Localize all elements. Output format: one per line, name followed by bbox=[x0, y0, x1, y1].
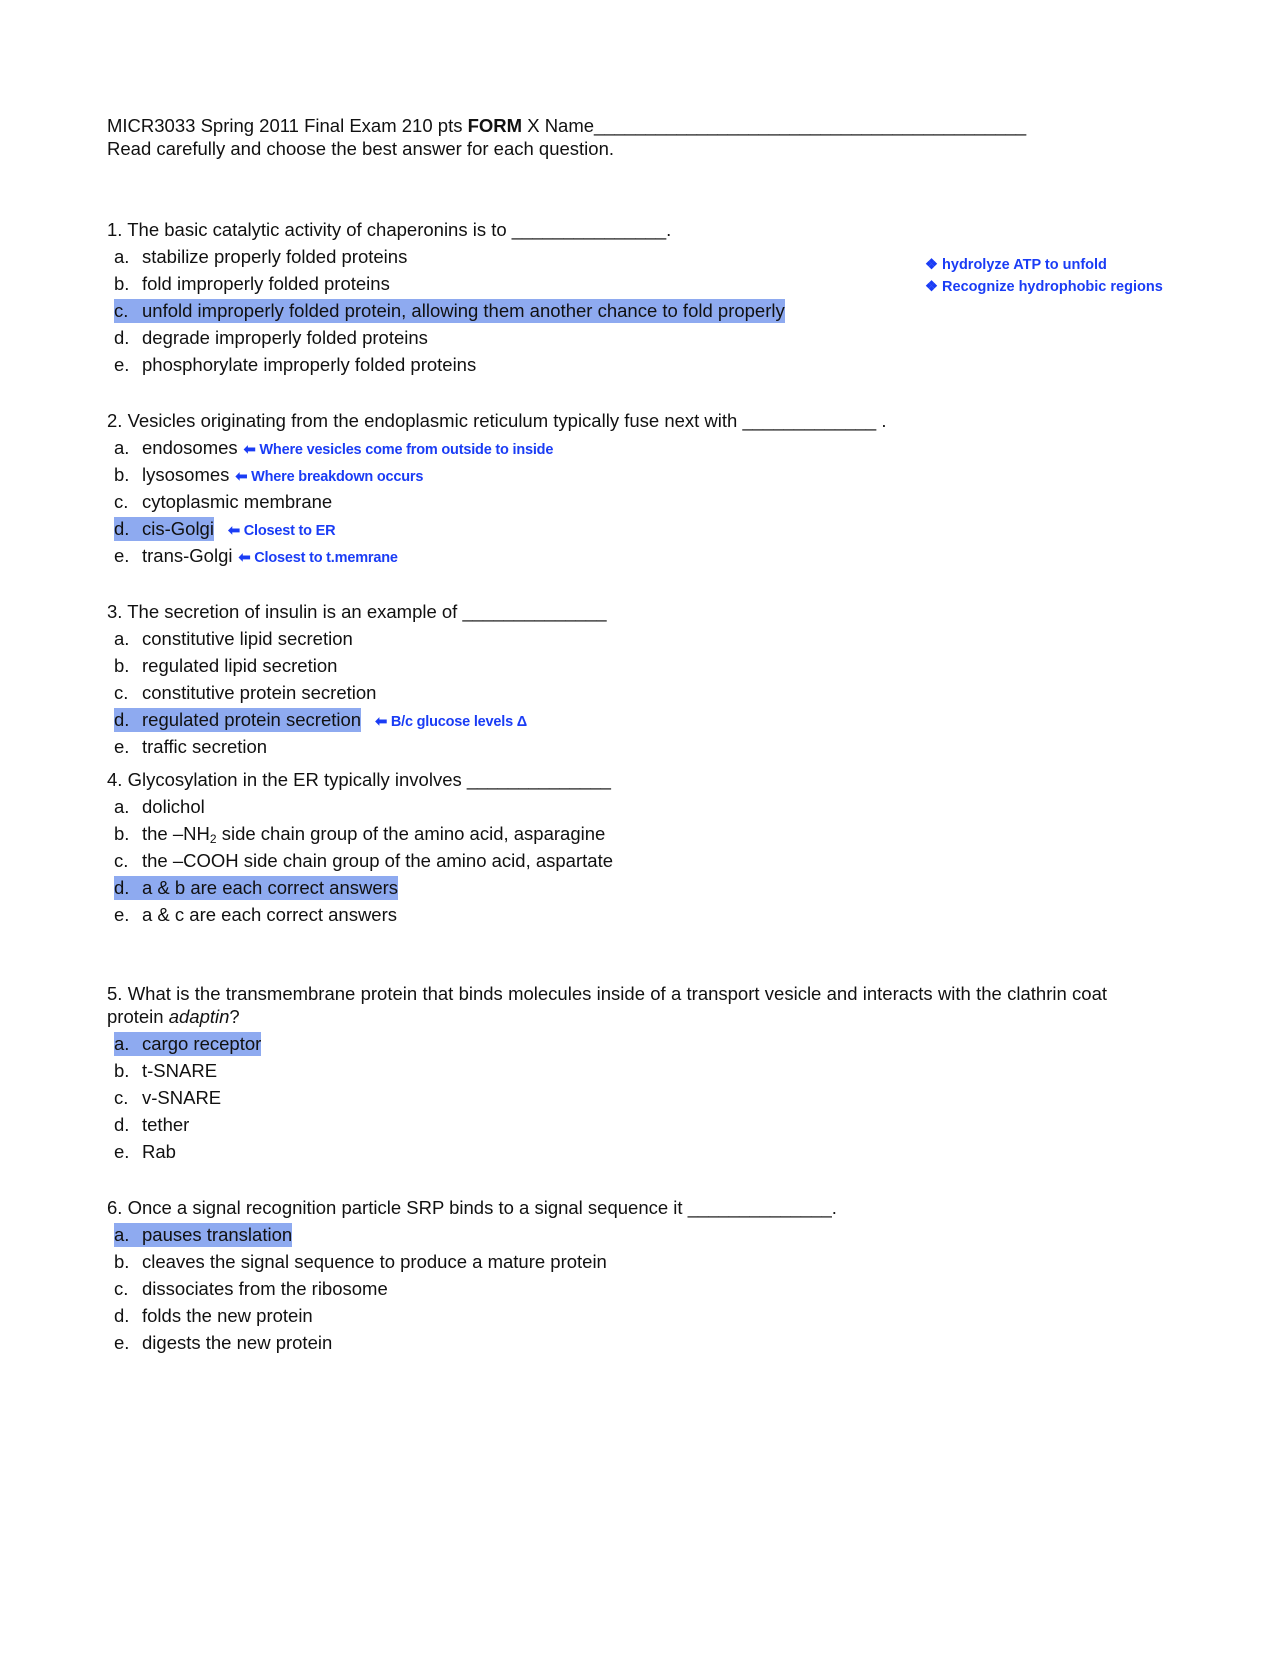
text-segment: cleaves the signal sequence to produce a mature protein bbox=[142, 1250, 607, 1272]
answer-body bbox=[114, 464, 229, 485]
option-letter: d. bbox=[114, 876, 130, 898]
annotation-note: ⬅ Where vesicles come from outside to inside bbox=[243, 442, 554, 458]
option-letter: b. bbox=[114, 822, 130, 844]
text-segment: constitutive lipid secretion bbox=[142, 628, 353, 649]
selected-answer-highlight bbox=[114, 299, 785, 323]
text-segment: lysosomes bbox=[142, 463, 230, 485]
option-letter: a. bbox=[114, 246, 130, 267]
answer-option[interactable] bbox=[114, 299, 785, 322]
text-segment: 2. Vesicles originating from the endoplasmic reticulum typically fuse next with _____________ . bbox=[107, 410, 887, 431]
text-segment: dolichol bbox=[142, 796, 205, 817]
text-segment: regulated lipid secretion bbox=[142, 654, 338, 676]
form-label: FORM bbox=[467, 115, 523, 136]
option-letter: a. bbox=[114, 437, 130, 458]
option-letter: c. bbox=[114, 490, 129, 512]
answer-option[interactable] bbox=[114, 544, 398, 570]
text-segment: regulated protein secretion bbox=[142, 708, 362, 730]
option-letter: c. bbox=[114, 681, 129, 703]
selected-answer-highlight bbox=[114, 876, 398, 900]
text-segment: pauses translation bbox=[142, 1224, 293, 1245]
option-letter: d. bbox=[114, 1113, 130, 1135]
text-segment: trans-Golgi bbox=[142, 544, 233, 566]
answer-option[interactable] bbox=[114, 436, 553, 462]
answer-body bbox=[114, 904, 397, 925]
answer-body bbox=[114, 1087, 221, 1108]
instructions: Read carefully and choose the best answer for each question. bbox=[107, 138, 615, 159]
answer-body bbox=[114, 1251, 607, 1272]
answer-body bbox=[114, 327, 428, 348]
option-letter: b. bbox=[114, 654, 130, 676]
option-letter: a. bbox=[114, 1224, 130, 1245]
answer-body bbox=[114, 1114, 189, 1135]
text-segment: ? bbox=[229, 1006, 240, 1027]
text-segment: 6. Once a signal recognition particle SRP binds to a signal sequence it ______________. bbox=[107, 1197, 837, 1218]
option-letter: e. bbox=[114, 735, 130, 757]
text-segment: degrade improperly folded proteins bbox=[142, 326, 428, 348]
option-letter: b. bbox=[114, 272, 130, 294]
answer-option[interactable] bbox=[114, 1086, 221, 1109]
title-text: MICR3033 Spring 2011 Final Exam 210 pts bbox=[107, 115, 468, 136]
answer-body bbox=[114, 1332, 332, 1353]
text-segment: 2 bbox=[209, 831, 217, 846]
answer-option[interactable] bbox=[114, 627, 353, 650]
answer-option[interactable] bbox=[114, 326, 428, 349]
option-letter: d. bbox=[114, 326, 130, 348]
selected-answer-highlight bbox=[114, 1032, 261, 1056]
option-letter: b. bbox=[114, 1250, 130, 1272]
answer-option[interactable] bbox=[114, 1223, 292, 1246]
answer-option[interactable] bbox=[114, 463, 423, 489]
answer-option[interactable] bbox=[114, 849, 613, 872]
answer-option[interactable] bbox=[114, 1113, 189, 1136]
answer-body bbox=[114, 545, 232, 566]
answer-option[interactable] bbox=[114, 1277, 388, 1300]
text-segment: constitutive protein secretion bbox=[142, 681, 377, 703]
text-segment: digests the new protein bbox=[142, 1331, 333, 1353]
option-letter: e. bbox=[114, 1140, 130, 1162]
answer-option[interactable] bbox=[114, 490, 332, 513]
text-segment: cargo receptor bbox=[142, 1033, 262, 1054]
answer-option[interactable] bbox=[114, 517, 335, 543]
answer-body bbox=[114, 850, 613, 871]
exam-title bbox=[107, 115, 1026, 137]
side-note: ❖ hydrolyze ATP to unfold bbox=[925, 257, 1107, 273]
text-segment: fold improperly folded proteins bbox=[142, 272, 390, 294]
answer-body bbox=[114, 354, 476, 375]
answer-body bbox=[114, 823, 605, 844]
option-letter: e. bbox=[114, 903, 130, 925]
text-segment: tether bbox=[142, 1113, 190, 1135]
question-5-stem bbox=[107, 982, 1107, 1028]
answer-option[interactable] bbox=[114, 822, 605, 851]
answer-option[interactable] bbox=[114, 1140, 176, 1163]
answer-option[interactable] bbox=[114, 1304, 313, 1327]
answer-body bbox=[114, 1305, 313, 1326]
answer-body bbox=[114, 437, 238, 458]
answer-option[interactable] bbox=[114, 876, 398, 899]
text-segment: v-SNARE bbox=[142, 1086, 222, 1108]
answer-body bbox=[114, 246, 407, 267]
text-segment: t-SNARE bbox=[142, 1059, 218, 1081]
answer-body bbox=[114, 796, 205, 817]
option-letter: d. bbox=[114, 1304, 130, 1326]
option-letter: c. bbox=[114, 299, 129, 321]
answer-option[interactable] bbox=[114, 353, 476, 376]
answer-body bbox=[114, 655, 337, 676]
selected-answer-highlight bbox=[114, 1223, 292, 1247]
answer-body bbox=[114, 273, 390, 294]
option-letter: a. bbox=[114, 628, 130, 649]
option-letter: d. bbox=[114, 517, 130, 539]
answer-option[interactable] bbox=[114, 708, 527, 734]
question-6-stem bbox=[107, 1196, 837, 1219]
selected-answer-highlight bbox=[114, 517, 214, 541]
answer-option[interactable] bbox=[114, 1032, 261, 1055]
option-letter: c. bbox=[114, 849, 129, 871]
annotation-note: ⬅ Where breakdown occurs bbox=[235, 468, 424, 485]
option-letter: e. bbox=[114, 353, 130, 375]
option-letter: e. bbox=[114, 544, 130, 566]
text-segment: side chain group of the amino acid, asparagine bbox=[216, 822, 606, 844]
selected-answer-highlight bbox=[114, 708, 361, 732]
answer-body bbox=[114, 1278, 388, 1299]
answer-body bbox=[114, 491, 332, 512]
question-3-stem bbox=[107, 600, 607, 623]
option-letter: b. bbox=[114, 463, 130, 485]
answer-option[interactable] bbox=[114, 735, 267, 758]
answer-option[interactable] bbox=[114, 272, 390, 295]
text-segment: the –COOH side chain group of the amino acid, aspartate bbox=[142, 849, 613, 871]
text-segment: endosomes bbox=[142, 437, 238, 458]
question-4-stem bbox=[107, 768, 611, 791]
text-segment: phosphorylate improperly folded proteins bbox=[142, 353, 477, 375]
text-segment: dissociates from the ribosome bbox=[142, 1277, 388, 1299]
answer-option[interactable] bbox=[114, 1059, 217, 1082]
text-segment: unfold improperly folded protein, allowing them another chance to fold properly bbox=[142, 299, 785, 321]
answer-option[interactable] bbox=[114, 654, 337, 677]
answer-option[interactable] bbox=[114, 1250, 607, 1273]
text-segment: folds the new protein bbox=[142, 1304, 313, 1326]
option-letter: d. bbox=[114, 708, 130, 730]
question-1-stem bbox=[107, 218, 671, 241]
annotation-note: ⬅ Closest to ER bbox=[227, 522, 336, 539]
text-segment: cis-Golgi bbox=[142, 517, 214, 539]
text-segment: stabilize properly folded proteins bbox=[142, 246, 408, 267]
text-segment: 5. What is the transmembrane protein that binds molecules inside of a transport vesicle and interacts with the clathrin coat protein bbox=[107, 983, 1107, 1027]
answer-body bbox=[114, 628, 353, 649]
question-2-stem bbox=[107, 409, 887, 432]
text-segment: 3. The secretion of insulin is an example of ______________ bbox=[107, 601, 607, 622]
annotation-note: ⬅ Closest to t.memrane bbox=[238, 549, 398, 566]
text-segment: cytoplasmic membrane bbox=[142, 490, 333, 512]
option-letter: b. bbox=[114, 1059, 130, 1081]
answer-body bbox=[114, 682, 376, 703]
answer-body bbox=[114, 1141, 176, 1162]
text-segment: 1. The basic catalytic activity of chaperonins is to _______________. bbox=[107, 219, 672, 240]
text-segment: a & b are each correct answers bbox=[142, 876, 399, 898]
name-field: X Name__________________________________________ bbox=[522, 115, 1027, 136]
side-note: ❖ Recognize hydrophobic regions bbox=[925, 279, 1163, 295]
answer-body bbox=[114, 1060, 217, 1081]
option-letter: a. bbox=[114, 1033, 130, 1054]
answer-option[interactable] bbox=[114, 795, 205, 818]
answer-option[interactable] bbox=[114, 903, 397, 926]
text-segment: Rab bbox=[142, 1140, 176, 1162]
text-segment: adaptin bbox=[168, 1006, 230, 1027]
annotation-note: ⬅ B/c glucose levels Δ bbox=[375, 713, 528, 730]
answer-option[interactable] bbox=[114, 1331, 332, 1354]
option-letter: e. bbox=[114, 1331, 130, 1353]
option-letter: c. bbox=[114, 1086, 129, 1108]
answer-option[interactable] bbox=[114, 681, 376, 704]
answer-body bbox=[114, 736, 267, 757]
text-segment: traffic secretion bbox=[142, 735, 268, 757]
text-segment: 4. Glycosylation in the ER typically involves ______________ bbox=[107, 769, 611, 790]
option-letter: a. bbox=[114, 796, 130, 817]
answer-option[interactable] bbox=[114, 245, 407, 268]
text-segment: a & c are each correct answers bbox=[142, 903, 397, 925]
text-segment: the –NH bbox=[142, 822, 210, 844]
option-letter: c. bbox=[114, 1277, 129, 1299]
